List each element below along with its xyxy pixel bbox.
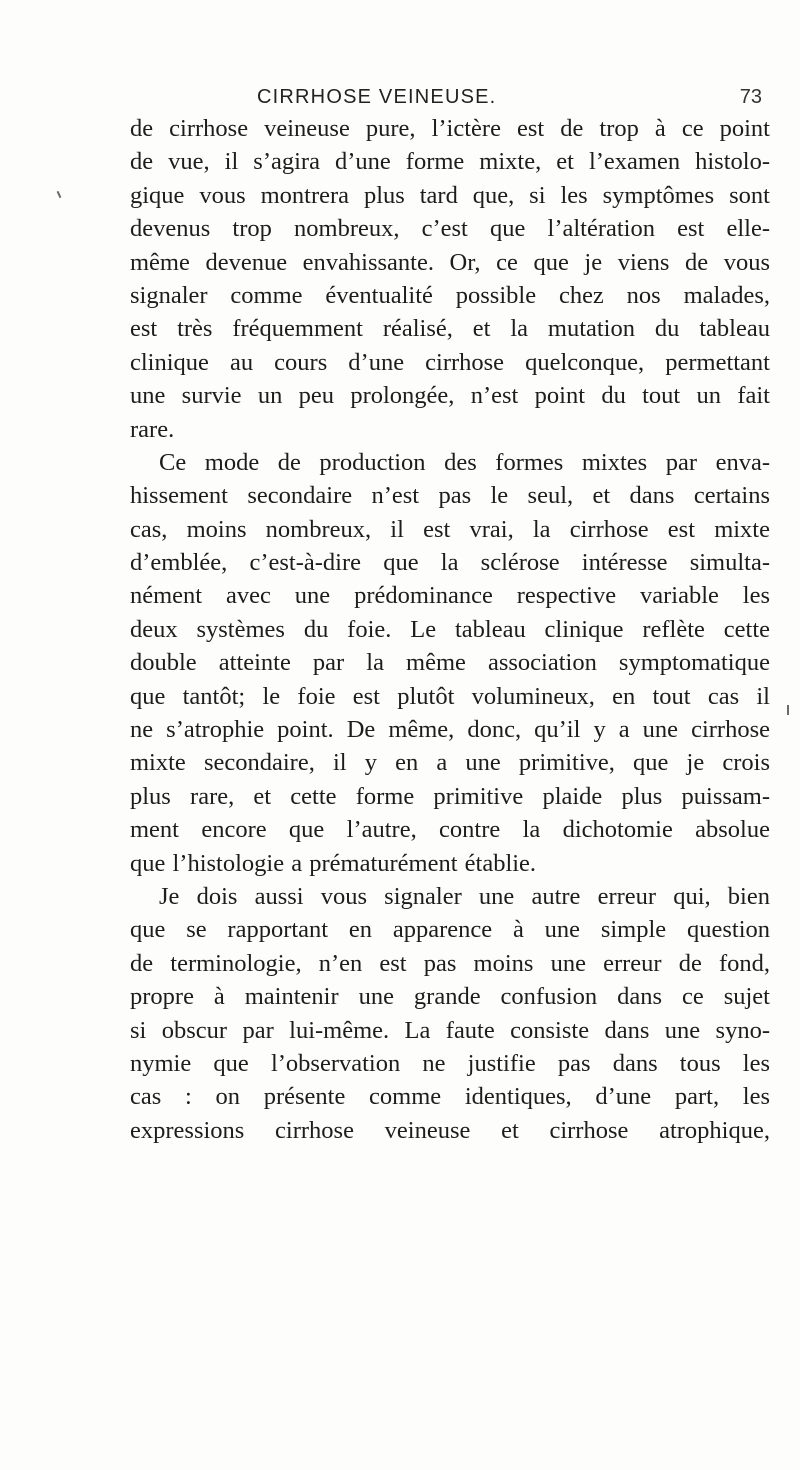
text-line: même devenue envahissante. Or, ce que je viens de vous (130, 248, 770, 276)
scan-speck (787, 705, 789, 715)
text-line: hissement secondaire n’est pas le seul, et dans certains (130, 482, 770, 510)
text-line: propre à maintenir une grande confusion dans ce sujet (130, 983, 770, 1011)
text-line: de terminologie, n’en est pas moins une erreur de fond, (130, 949, 770, 977)
text-line: que se rapportant en apparence à une simple question (130, 916, 770, 944)
text-line: d’emblée, c’est-à-dire que la sclérose intéresse simulta- (130, 549, 770, 577)
text-line: mixte secondaire, il y en a une primitive, que je crois (130, 749, 770, 777)
running-title: CIRRHOSE VEINEUSE. (257, 86, 497, 108)
text-line: clinique au cours d’une cirrhose quelconque, permettant (130, 348, 770, 376)
text-line: devenus trop nombreux, c’est que l’altération est elle- (130, 215, 770, 243)
text-line: plus rare, et cette forme primitive plaide plus puissam- (130, 782, 770, 810)
text-line: nément avec une prédominance respective variable les (130, 582, 770, 610)
body-text (130, 112, 770, 1147)
text-line: signaler comme éventualité possible chez nos malades, (130, 281, 770, 309)
text-line: ment encore que l’autre, contre la dichotomie absolue (130, 816, 770, 844)
text-line: rare. (130, 415, 175, 443)
text-line: que l’histologie a prématurément établie. (130, 849, 537, 877)
page-number: 73 (739, 86, 762, 108)
text-line: expressions cirrhose veineuse et cirrhose atrophique, (130, 1116, 770, 1144)
text-line: deux systèmes du foie. Le tableau clinique reflète cette (130, 615, 770, 643)
text-line: cas : on présente comme identiques, d’une part, les (130, 1083, 770, 1111)
text-line: que tantôt; le foie est plutôt volumineux, en tout cas il (130, 682, 770, 710)
text-line: gique vous montrera plus tard que, si les symptômes sont (130, 181, 770, 209)
text-line: si obscur par lui-même. La faute consiste dans une syno- (130, 1016, 770, 1044)
text-line: une survie un peu prolongée, n’est point du tout un fait (130, 382, 770, 410)
text-line: de cirrhose veineuse pure, l’ictère est de trop à ce point (130, 115, 770, 142)
text-line: double atteinte par la même association symptomatique (130, 649, 770, 677)
text-line: nymie que l’observation ne justifie pas dans tous les (130, 1049, 770, 1077)
text-line: cas, moins nombreux, il est vrai, la cirrhose est mixte (130, 515, 770, 543)
scan-speck (57, 191, 62, 198)
text-line: de vue, il s’agira d’une forme mixte, et l’examen histolo- (130, 148, 770, 176)
text-line: ne s’atrophie point. De même, donc, qu’il y a une cirrhose (130, 716, 770, 744)
paragraph-start-line: Ce mode de production des formes mixtes par enva- (159, 448, 770, 476)
text-line: est très fréquemment réalisé, et la mutation du tableau (130, 315, 770, 343)
paragraph-start-line: Je dois aussi vous signaler une autre erreur qui, bien (159, 882, 770, 910)
